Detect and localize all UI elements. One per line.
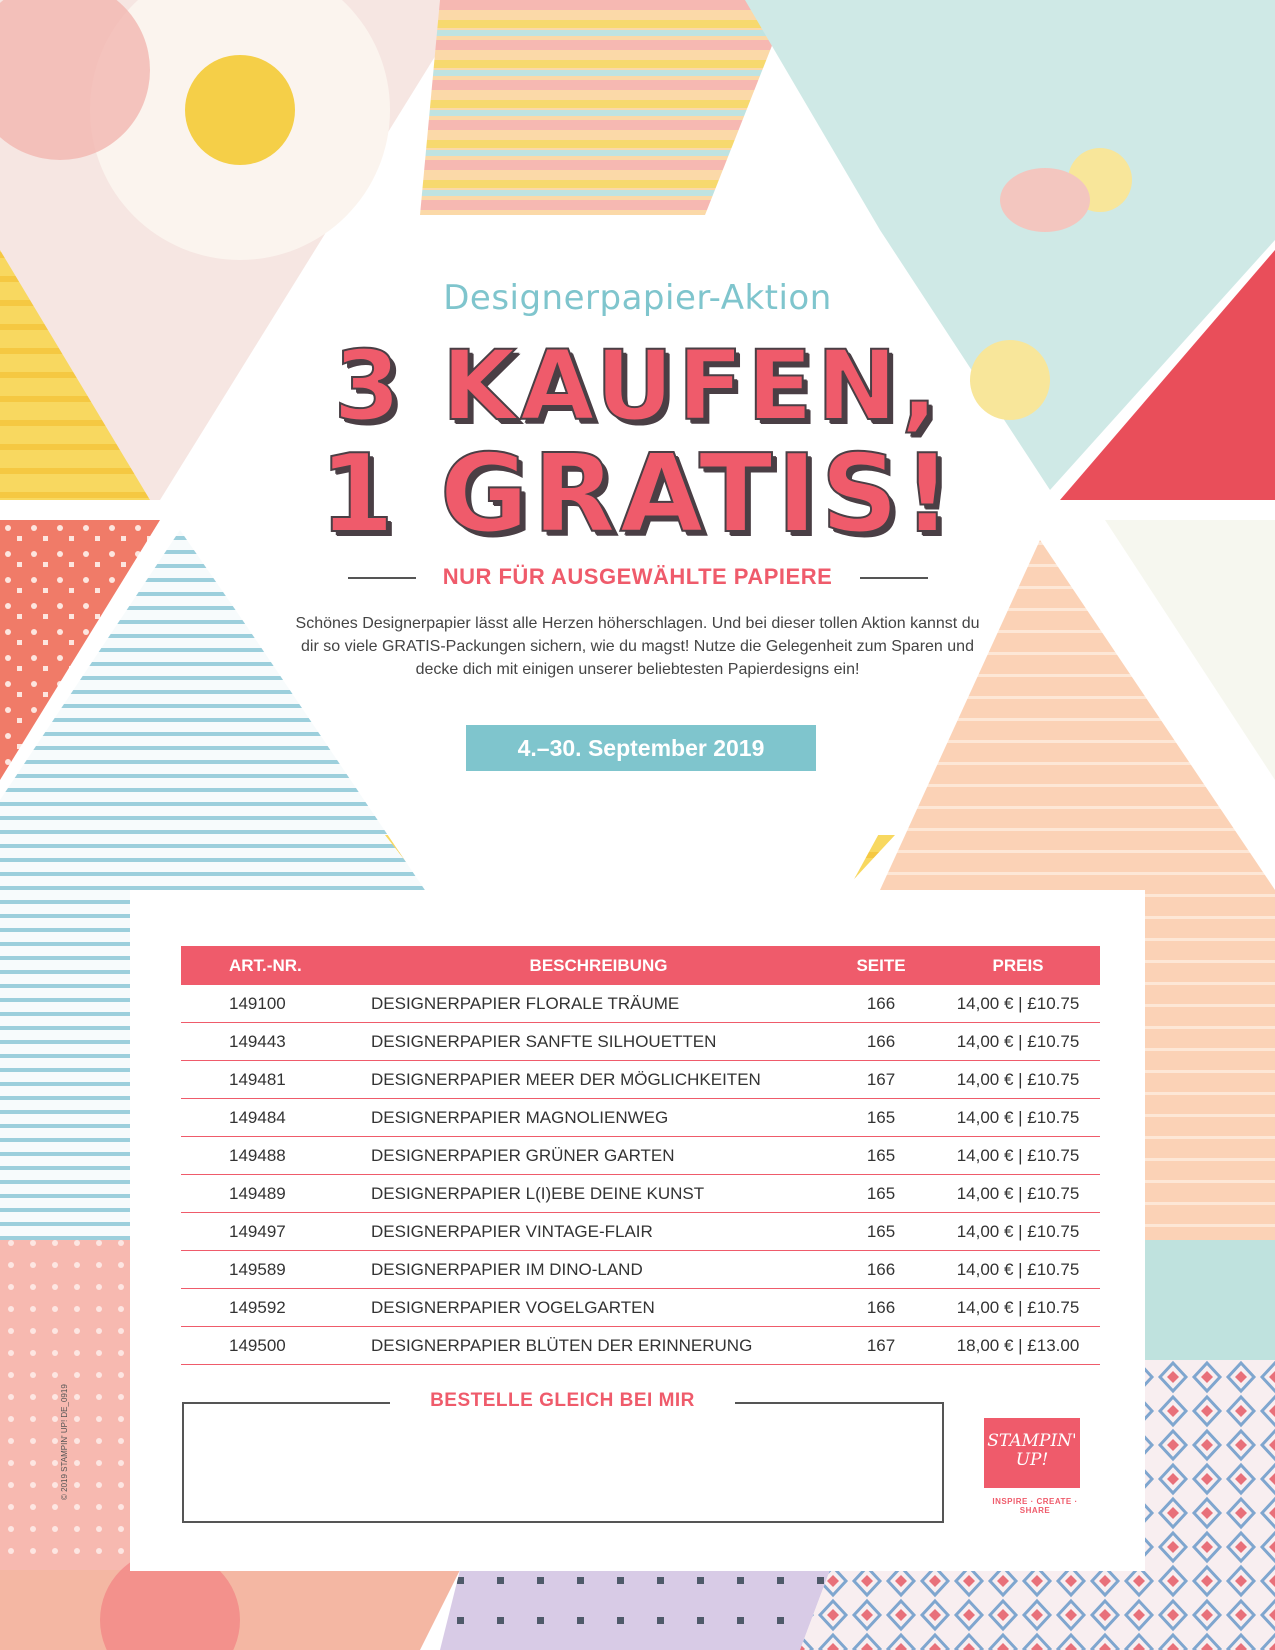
price-cell: 14,00 € | £10.75: [936, 1061, 1100, 1099]
description-cell: DESIGNERPAPIER VOGELGARTEN: [341, 1289, 826, 1327]
price-cell: 18,00 € | £13.00: [936, 1327, 1100, 1365]
product-table: [181, 946, 1100, 1365]
price-cell: 14,00 € | £10.75: [936, 985, 1100, 1023]
page-cell: 166: [826, 985, 936, 1023]
description-cell: DESIGNERPAPIER MEER DER MÖGLICHKEITEN: [341, 1061, 826, 1099]
art-nr-cell: 149497: [181, 1213, 341, 1251]
art-nr-cell: 149589: [181, 1251, 341, 1289]
art-nr-cell: 149481: [181, 1061, 341, 1099]
price-cell: 14,00 € | £10.75: [936, 1175, 1100, 1213]
description-cell: DESIGNERPAPIER BLÜTEN DER ERINNERUNG: [341, 1327, 826, 1365]
price-cell: 14,00 € | £10.75: [936, 1213, 1100, 1251]
price-cell: 14,00 € | £10.75: [936, 1289, 1100, 1327]
page-cell: 165: [826, 1213, 936, 1251]
description-cell: DESIGNERPAPIER MAGNOLIENWEG: [341, 1099, 826, 1137]
description-cell: DESIGNERPAPIER SANFTE SILHOUETTEN: [341, 1023, 826, 1061]
art-nr-cell: 149500: [181, 1327, 341, 1365]
page-cell: 166: [826, 1251, 936, 1289]
table-row: [181, 1175, 1100, 1213]
order-title: BESTELLE GLEICH BEI MIR: [390, 1390, 735, 1412]
page-cell: 165: [826, 1137, 936, 1175]
header-description: BESCHREIBUNG: [341, 946, 826, 985]
price-cell: 14,00 € | £10.75: [936, 1099, 1100, 1137]
header-price: PREIS: [936, 946, 1100, 985]
description-cell: DESIGNERPAPIER FLORALE TRÄUME: [341, 985, 826, 1023]
logo-name-line-1: STAMPIN': [987, 1431, 1077, 1451]
page-cell: 165: [826, 1175, 936, 1213]
price-cell: 14,00 € | £10.75: [936, 1137, 1100, 1175]
table-row: [181, 1213, 1100, 1251]
description-cell: DESIGNERPAPIER L(I)EBE DEINE KUNST: [341, 1175, 826, 1213]
date-badge: 4.–30. September 2019: [466, 725, 816, 771]
art-nr-cell: 149443: [181, 1023, 341, 1061]
table-row: [181, 1061, 1100, 1099]
order-box[interactable]: [182, 1402, 944, 1523]
description-cell: DESIGNERPAPIER IM DINO-LAND: [341, 1251, 826, 1289]
table-header-row: [181, 946, 1100, 985]
art-nr-cell: 149592: [181, 1289, 341, 1327]
page-cell: 166: [826, 1023, 936, 1061]
table-row: [181, 1137, 1100, 1175]
table-row: [181, 1099, 1100, 1137]
logo-tagline: INSPIRE · CREATE · SHARE: [992, 1497, 1078, 1515]
art-nr-cell: 149488: [181, 1137, 341, 1175]
page-cell: 167: [826, 1061, 936, 1099]
table-row: [181, 1023, 1100, 1061]
description-cell: DESIGNERPAPIER GRÜNER GARTEN: [341, 1137, 826, 1175]
description-cell: DESIGNERPAPIER VINTAGE-FLAIR: [341, 1213, 826, 1251]
table-row: [181, 1251, 1100, 1289]
price-cell: 14,00 € | £10.75: [936, 1023, 1100, 1061]
intro-text: Schönes Designerpapier lässt alle Herzen höherschlagen. Und bei dieser tollen Aktion kannst du dir so viele GRATIS-Packungen sichern, wie du magst! Nutze die Gelegenheit zum Sparen und decke dich mit einigen unserer beliebtesten Papierdesigns ein!: [295, 615, 980, 678]
page-subtitle: Designerpapier-Aktion: [443, 278, 832, 318]
page-cell: 167: [826, 1327, 936, 1365]
table-row: [181, 1289, 1100, 1327]
table-row: [181, 1327, 1100, 1365]
headline-line-2: 1 GRATIS!: [319, 432, 956, 557]
logo-name-line-2: UP!: [1015, 1450, 1049, 1470]
page-cell: 165: [826, 1099, 936, 1137]
page-cell: 166: [826, 1289, 936, 1327]
headline-line-1: 3 KAUFEN,: [333, 330, 942, 442]
art-nr-cell: 149100: [181, 985, 341, 1023]
header-art-nr: ART.-NR.: [181, 946, 341, 985]
tagline: NUR FÜR AUSGEWÄHLTE PAPIERE: [442, 564, 833, 589]
table-row: [181, 985, 1100, 1023]
price-cell: 14,00 € | £10.75: [936, 1251, 1100, 1289]
art-nr-cell: 149484: [181, 1099, 341, 1137]
copyright-text: © 2019 STAMPIN' UP! DE_0919: [60, 1384, 69, 1500]
stampin-up-logo: [984, 1418, 1080, 1488]
header-page: SEITE: [826, 946, 936, 985]
art-nr-cell: 149489: [181, 1175, 341, 1213]
